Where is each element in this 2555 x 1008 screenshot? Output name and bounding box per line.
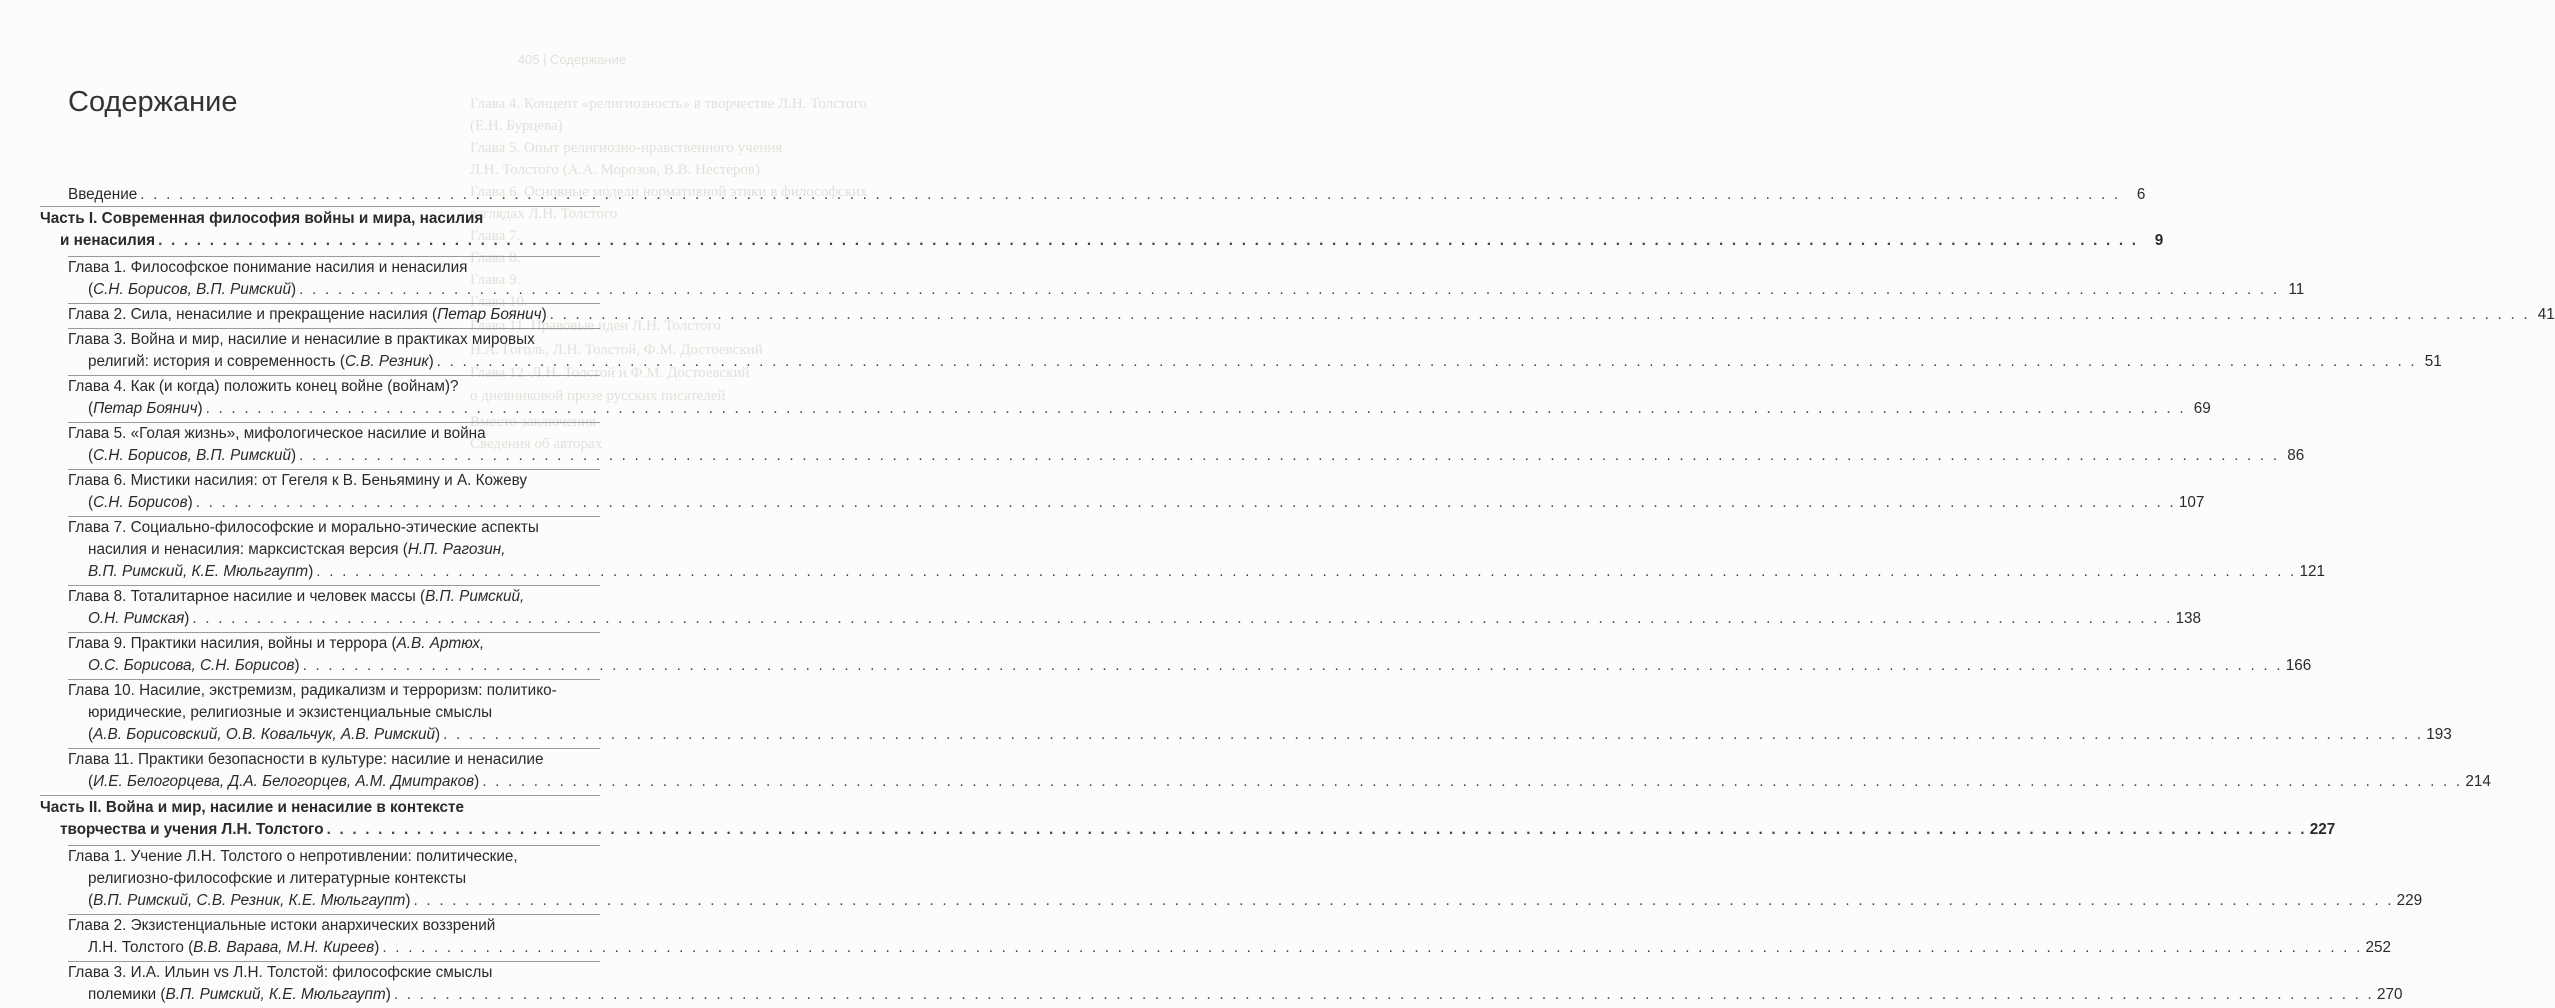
page-number: 270 <box>2376 986 2403 1003</box>
page-number: 121 <box>2299 563 2325 580</box>
entry-text: религий: история и современность (С.В. Резник) <box>88 353 434 370</box>
page-number: 227 <box>2309 821 2336 838</box>
bleed-through-line: Глава 6. Основные модели нормативной этики в философских <box>470 184 868 200</box>
part-heading[interactable] <box>40 797 2336 841</box>
chapter-last-line <box>68 398 2211 420</box>
entry-text: О.Н. Римская) <box>88 610 190 627</box>
bleed-through-line: Л.Н. Толстого (А.А. Морозов, В.В. Нестеров) <box>470 162 760 178</box>
chapter-title-line: Глава 3. Война и мир, насилие и ненасилие в практиках мировых <box>68 331 535 348</box>
dot-leader <box>158 230 2138 252</box>
chapter-title-line: Глава 11. Практики безопасности в культуре: насилие и ненасилие <box>68 751 544 768</box>
chapter-last-line <box>68 771 2491 793</box>
entry-text: (В.П. Римский, С.В. Резник, К.Е. Мюльгаупт) <box>88 892 411 909</box>
page-number: 229 <box>2396 892 2423 909</box>
chapter-last-line <box>68 608 2202 630</box>
page-number: 193 <box>2426 726 2452 743</box>
dot-leader <box>196 492 2176 514</box>
chapter-authors: Петар Боянич <box>93 400 198 417</box>
chapter-last-line <box>68 655 2312 677</box>
page-number: 86 <box>2287 447 2305 464</box>
dot-leader <box>192 608 2172 630</box>
toc-final-line <box>88 724 2452 746</box>
chapter-authors: В.П. Римский, С.В. Резник, К.Е. Мюльгаупт <box>93 892 406 909</box>
toc-final-line <box>60 230 2164 252</box>
chapter-last-line <box>68 279 2305 301</box>
chapter-last-line <box>68 724 2452 746</box>
dot-leader <box>437 351 2417 373</box>
chapter-last-line <box>68 561 2325 583</box>
entry-text: (С.Н. Борисов, В.П. Римский) <box>88 281 297 298</box>
chapter-authors: И.Е. Белогорцева, Д.А. Белогорцев, А.М. Дмитраков <box>93 773 475 790</box>
chapter-title-line: Глава 4. Как (и когда) положить конец войне (войнам)? <box>68 378 459 395</box>
toc-final-line <box>88 890 2423 912</box>
toc-intro-label: Введение <box>68 186 138 203</box>
dot-leader <box>414 890 2394 912</box>
chapter-authors: С.Н. Борисов <box>93 494 188 511</box>
chapter-last-line <box>68 937 2392 959</box>
toc-final-line <box>88 655 2312 677</box>
toc-final-line <box>88 608 2202 630</box>
toc-final-line <box>88 492 2205 514</box>
page-number: 214 <box>2465 773 2491 790</box>
chapter-entry[interactable] <box>40 517 2325 583</box>
chapter-entry[interactable] <box>40 633 2312 677</box>
toc-final-line <box>88 445 2305 467</box>
entry-text: Глава 2. Сила, ненасилие и прекращение насилия (Петар Боянич) <box>68 306 547 323</box>
dot-leader <box>299 445 2279 467</box>
dot-leader <box>443 724 2423 746</box>
page-number: 252 <box>2365 939 2392 956</box>
dot-leader <box>316 561 2296 583</box>
chapter-title-line: Глава 1. Учение Л.Н. Толстого о непротивлении: политические, <box>68 848 518 865</box>
chapter-authors: О.Н. Римская <box>88 610 185 627</box>
dot-leader <box>394 984 2374 1006</box>
bleed-through-line: Глава 12. Л.Н. Толстой и Ф.М. Достоевский <box>470 365 750 381</box>
chapter-entry[interactable] <box>40 846 2423 912</box>
chapter-entry[interactable] <box>40 680 2452 746</box>
chapter-entry[interactable] <box>40 470 2205 514</box>
page-number: 9 <box>2154 232 2164 249</box>
bleed-through-line: Глава 9. <box>470 272 521 288</box>
chapter-authors: А.В. Борисовский, О.В. Ковальчук, А.В. Римский <box>93 726 435 743</box>
page-title: Содержание <box>68 86 238 118</box>
entry-text: В.П. Римский, К.Е. Мюльгаупт) <box>88 563 314 580</box>
chapter-authors: В.П. Римский, <box>425 588 525 605</box>
bleed-through-line: Глава 5. Опыт религиозно-нравственного учения <box>470 140 783 156</box>
bleed-through-line: Глава 7. <box>470 228 521 244</box>
toc-final-line <box>88 561 2325 583</box>
bleed-through-line: Н.А. Гоголь, Л.Н. Толстой, Ф.М. Достоевский <box>470 342 763 358</box>
chapter-entry[interactable] <box>40 376 2211 420</box>
chapter-authors: О.С. Борисова, С.Н. Борисов <box>88 657 295 674</box>
chapter-last-line <box>68 445 2305 467</box>
toc-final-line <box>60 819 2336 841</box>
bleed-through-line: Глава 8. <box>470 250 521 266</box>
page-number: 69 <box>2193 400 2211 417</box>
chapter-entry[interactable] <box>40 962 2403 1006</box>
chapter-last-line <box>68 890 2423 912</box>
bleed-through-line: (Е.Н. Бурцева) <box>470 118 563 134</box>
entry-text: (И.Е. Белогорцева, Д.А. Белогорцев, А.М. Дмитраков) <box>88 773 480 790</box>
chapter-title-line: Глава 5. «Голая жизнь», мифологическое насилие и война <box>68 425 486 442</box>
part-separator <box>40 795 600 796</box>
dot-leader <box>382 937 2362 959</box>
bleed-through-line: Глава 4. Концепт «религиозность» в творчестве Л.Н. Толстого <box>470 96 867 112</box>
toc-final-line <box>88 984 2403 1006</box>
entry-text: (С.Н. Борисов) <box>88 494 193 511</box>
chapter-authors: В.П. Римский, К.Е. Мюльгаупт <box>88 563 309 580</box>
page-number: 51 <box>2424 353 2442 370</box>
dot-leader <box>482 771 2462 793</box>
bleed-through-line: Сведения об авторах <box>470 436 603 452</box>
dot-leader <box>327 819 2307 841</box>
chapter-title-line: Глава 3. И.А. Ильин vs Л.Н. Толстой: философские смыслы <box>68 964 493 981</box>
bleed-through-line: Глава 10. <box>470 294 528 310</box>
chapter-title-line: Глава 8. Тоталитарное насилие и человек массы (В.П. Римский, <box>68 588 525 605</box>
page-number: 166 <box>2285 657 2312 674</box>
chapter-last-line <box>68 984 2403 1006</box>
bleed-through-header: 405 | Содержание <box>517 52 626 67</box>
part-title-line: Часть II. Война и мир, насилие и ненасилие в контексте <box>40 799 465 816</box>
dot-leader <box>303 655 2283 677</box>
entry-text: (Петар Боянич) <box>88 400 203 417</box>
entry-text: (С.Н. Борисов, В.П. Римский) <box>88 447 297 464</box>
chapter-authors: А.В. Артюх, <box>396 635 485 652</box>
chapter-authors: С.В. Резник <box>344 353 429 370</box>
chapter-title-line: религиозно-философские и литературные контексты <box>88 870 467 887</box>
chapter-title-line: юридические, религиозные и экзистенциальные смыслы <box>88 704 493 721</box>
chapter-title-line: Глава 6. Мистики насилия: от Гегеля к В. Беньямину и А. Кожеву <box>68 472 528 489</box>
chapter-entry[interactable] <box>40 915 2392 959</box>
page-number: 11 <box>2288 281 2305 298</box>
part-title-line: Часть I. Современная философия войны и мира, насилия <box>40 210 484 227</box>
bleed-through-line: взглядах Л.Н. Толстого <box>470 206 618 222</box>
chapter-title-line: Глава 9. Практики насилия, войны и террора (А.В. Артюх, <box>68 635 485 652</box>
chapter-title-line: Глава 7. Социально-философские и морально-этические аспекты <box>68 519 539 536</box>
chapter-title-line: насилия и ненасилия: марксистская версия (Н.П. Рагозин, <box>88 541 506 558</box>
part-heading[interactable] <box>40 208 2164 252</box>
chapter-title-line: Глава 10. Насилие, экстремизм, радикализм и терроризм: политико- <box>68 682 557 699</box>
dot-leader <box>140 184 2120 206</box>
part-separator <box>40 206 600 207</box>
part-title-last <box>40 230 2164 252</box>
page-number: 6 <box>2136 186 2146 203</box>
entry-text: и ненасилия <box>60 232 156 249</box>
toc-final-line <box>88 398 2211 420</box>
bleed-through-line: о дневниковой прозе русских писателей <box>470 388 726 404</box>
chapter-title-line: Глава 2. Экзистенциальные истоки анархических воззрений <box>68 917 496 934</box>
chapter-authors: С.Н. Борисов, В.П. Римский <box>93 281 292 298</box>
toc-final-line <box>88 937 2392 959</box>
chapter-title-line: Глава 1. Философское понимание насилия и ненасилия <box>68 259 468 276</box>
bleed-through-line: Вместо заключения <box>470 414 596 430</box>
entry-text: (А.В. Борисовский, О.В. Ковальчук, А.В. Римский) <box>88 726 441 743</box>
part-title-last <box>40 819 2336 841</box>
chapter-entry[interactable] <box>40 257 2305 301</box>
dot-leader <box>299 279 2279 301</box>
toc-final-line <box>88 771 2491 793</box>
chapter-entry[interactable] <box>40 749 2491 793</box>
chapter-last-line <box>68 492 2205 514</box>
entry-text: полемики (В.П. Римский, К.Е. Мюльгаупт) <box>88 986 391 1003</box>
chapter-authors: В.П. Римский, К.Е. Мюльгаупт <box>165 986 386 1003</box>
page-number: 41 <box>2537 306 2555 323</box>
entry-text: Л.Н. Толстого (В.В. Варава, М.Н. Киреев) <box>88 939 380 956</box>
chapter-authors: Н.П. Рагозин, <box>407 541 506 558</box>
bleed-through-line: Глава 11. Правовые идеи Л.Н. Толстого <box>470 318 721 334</box>
entry-text: О.С. Борисова, С.Н. Борисов) <box>88 657 300 674</box>
chapter-authors: Петар Боянич <box>437 306 542 323</box>
chapter-entry[interactable] <box>40 586 2202 630</box>
entry-text: творчества и учения Л.Н. Толстого <box>60 821 324 838</box>
page-number: 138 <box>2175 610 2202 627</box>
chapter-authors: В.В. Варава, М.Н. Киреев <box>193 939 375 956</box>
chapter-entry[interactable] <box>40 423 2305 467</box>
toc-final-line <box>88 279 2305 301</box>
page-number: 107 <box>2178 494 2205 511</box>
dot-leader <box>206 398 2186 420</box>
chapter-authors: С.Н. Борисов, В.П. Римский <box>93 447 292 464</box>
dot-leader <box>550 304 2530 326</box>
